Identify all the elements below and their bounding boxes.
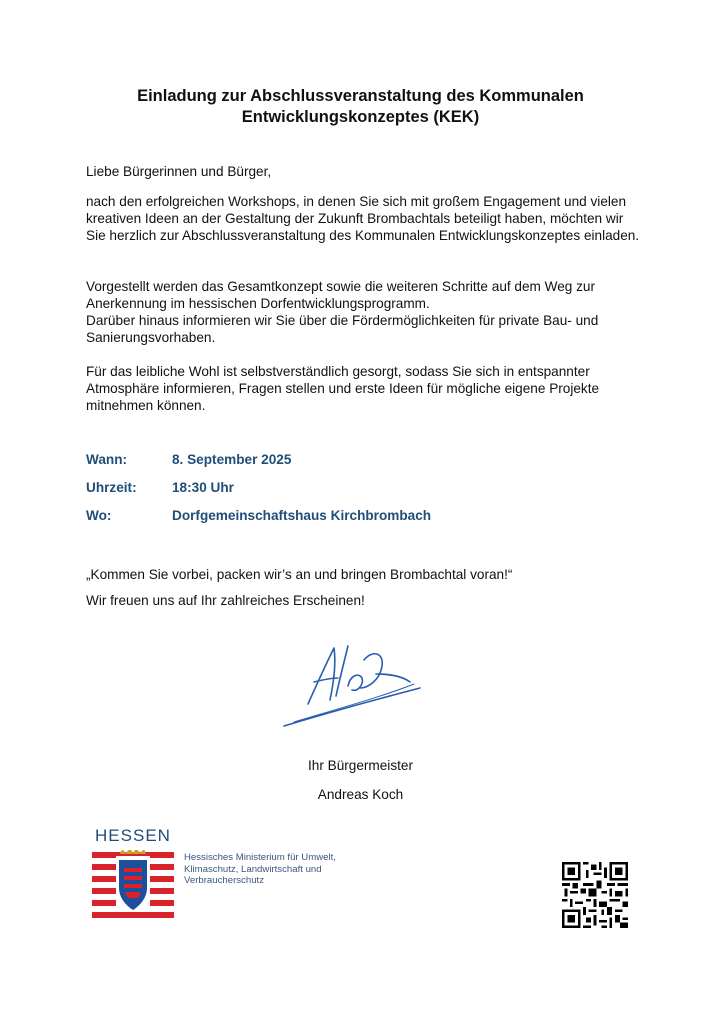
signature-name: Andreas Koch xyxy=(317,787,404,802)
ministry-name xyxy=(184,852,354,887)
detail-value: 18:30 Uhr xyxy=(172,480,234,495)
quote: „Kommen Sie vorbei, packen wir’s an und bringen Brombachtal voran!“ xyxy=(86,567,513,582)
logo-wordmark: HESSEN xyxy=(95,826,171,845)
detail-value: Dorfgemeinschaftshaus Kirchbrombach xyxy=(172,508,432,523)
paragraph-concept: Vorgestellt werden das Gesamtkonzept sowie die weiteren Schritte auf dem Weg zur Anerkennung im hessischen Dorfentwicklungsprogramm. xyxy=(86,279,596,311)
ministry-line-3: Verbraucherschutz xyxy=(184,875,264,886)
document-title xyxy=(60,86,661,128)
ministry-line-2: Klimaschutz, Landwirtschaft und xyxy=(184,863,322,875)
paragraph-catering: Für das leibliche Wohl ist selbstverständlich gesorgt, sodass Sie sich in entspannter Atmosphäre informieren, Fragen stellen und erste Ideen für mögliche eigene Projekte mitnehmen können. xyxy=(86,364,600,413)
hessen-ministry-logo xyxy=(92,826,352,926)
paragraph-funding: Darüber hinaus informieren wir Sie über die Fördermöglichkeiten für private Bau- und Sanierungsvorhaben. xyxy=(86,313,599,345)
signature-image xyxy=(264,626,444,736)
detail-row-time xyxy=(86,480,646,498)
detail-label: Wann: xyxy=(86,452,128,467)
coat-of-arms-icon xyxy=(92,850,174,920)
title-line-1: Einladung zur Abschlussveranstaltung des Kommunalen xyxy=(137,87,584,105)
detail-row-date xyxy=(86,452,646,470)
ministry-line-1: Hessisches Ministerium für Umwelt, xyxy=(184,852,336,863)
paragraph-intro: nach den erfolgreichen Workshops, in denen Sie sich mit großem Engagement und vielen kreativen Ideen an der Gestaltung der Zukunft Brombachtals beteiligt haben, möchten wir Sie herzlich zur Abschlussveranstaltung des Kommunalen Entwicklungskonzeptes einladen. xyxy=(86,194,640,243)
detail-row-location xyxy=(86,508,646,526)
title-line-2: Entwicklungskonzeptes (KEK) xyxy=(241,108,480,126)
detail-value: 8. September 2025 xyxy=(172,452,292,467)
signature-role: Ihr Bürgermeister xyxy=(307,758,413,773)
greeting: Liebe Bürgerinnen und Bürger, xyxy=(86,164,272,179)
closing-line: Wir freuen uns auf Ihr zahlreiches Erscheinen! xyxy=(86,593,365,608)
detail-label: Uhrzeit: xyxy=(86,480,137,495)
qr-code-icon[interactable] xyxy=(562,862,628,928)
detail-label: Wo: xyxy=(86,508,112,523)
